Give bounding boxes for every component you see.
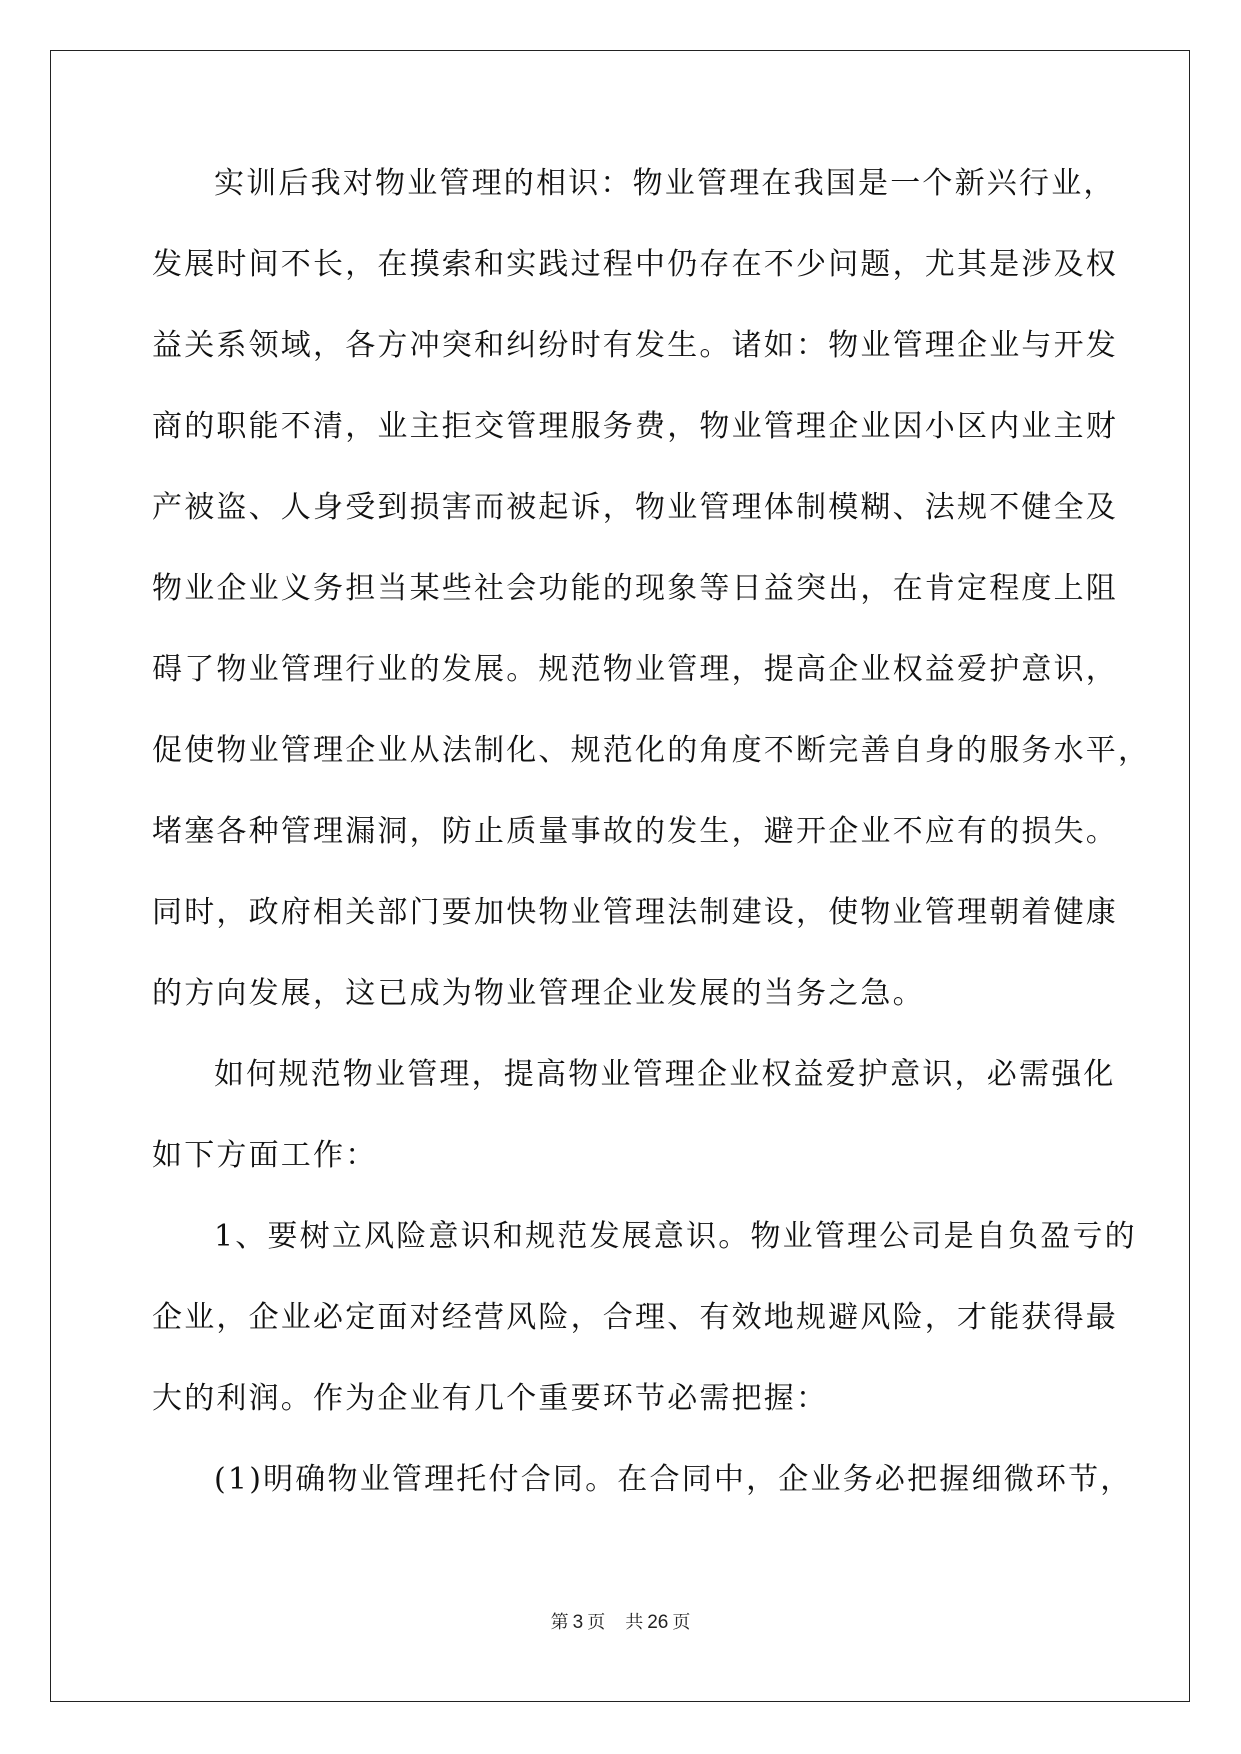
- paragraph-line: 同时，政府相关部门要加快物业管理法制建设，使物业管理朝着健康: [152, 895, 1118, 930]
- footer-total-pages: 26: [647, 1612, 669, 1633]
- paragraph-line: 实训后我对物业管理的相识：物业管理在我国是一个新兴行业，: [214, 166, 1116, 201]
- paragraph-line: 堵塞各种管理漏洞，防止质量事故的发生，避开企业不应有的损失。: [152, 814, 1118, 849]
- paragraph-line: 碍了物业管理行业的发展。规范物业管理，提高企业权益爱护意识，: [152, 652, 1118, 687]
- footer-page-suffix: 页: [587, 1612, 606, 1633]
- paragraph-line: 发展时间不长，在摸索和实践过程中仍存在不少问题，尤其是涉及权: [152, 247, 1118, 282]
- footer-total-suffix: 页: [672, 1612, 691, 1633]
- footer-page-number: 3: [572, 1612, 584, 1633]
- paragraph-line: 促使物业管理企业从法制化、规范化的角度不断完善自身的服务水平，: [152, 733, 1151, 768]
- paragraph-line: 如何规范物业管理，提高物业管理企业权益爱护意识，必需强化: [214, 1057, 1116, 1092]
- paragraph-line: (1)明确物业管理托付合同。在合同中，企业务必把握细微环节，: [214, 1462, 1133, 1497]
- paragraph-line: 1、要树立风险意识和规范发展意识。物业管理公司是自负盈亏的: [214, 1219, 1137, 1254]
- paragraph-line: 物业企业义务担当某些社会功能的现象等日益突出，在肯定程度上阻: [152, 571, 1118, 606]
- paragraph-line: 益关系领域，各方冲突和纠纷时有发生。诸如：物业管理企业与开发: [152, 328, 1118, 363]
- document-body: [152, 166, 1151, 1545]
- footer-total-prefix: 共: [625, 1612, 644, 1633]
- paragraph-line: 商的职能不清，业主拒交管理服务费，物业管理企业因小区内业主财: [152, 409, 1118, 444]
- paragraph-line: 产被盗、人身受到损害而被起诉，物业管理体制模糊、法规不健全及: [152, 490, 1118, 525]
- page-footer: [0, 1608, 1241, 1634]
- paragraph-line: 如下方面工作：: [152, 1138, 378, 1173]
- footer-page-prefix: 第: [550, 1612, 569, 1633]
- paragraph-line: 企业，企业必定面对经营风险，合理、有效地规避风险，才能获得最: [152, 1300, 1118, 1335]
- paragraph-line: 的方向发展，这已成为物业管理企业发展的当务之急。: [152, 976, 925, 1011]
- paragraph-line: 大的利润。作为企业有几个重要环节必需把握：: [152, 1381, 829, 1416]
